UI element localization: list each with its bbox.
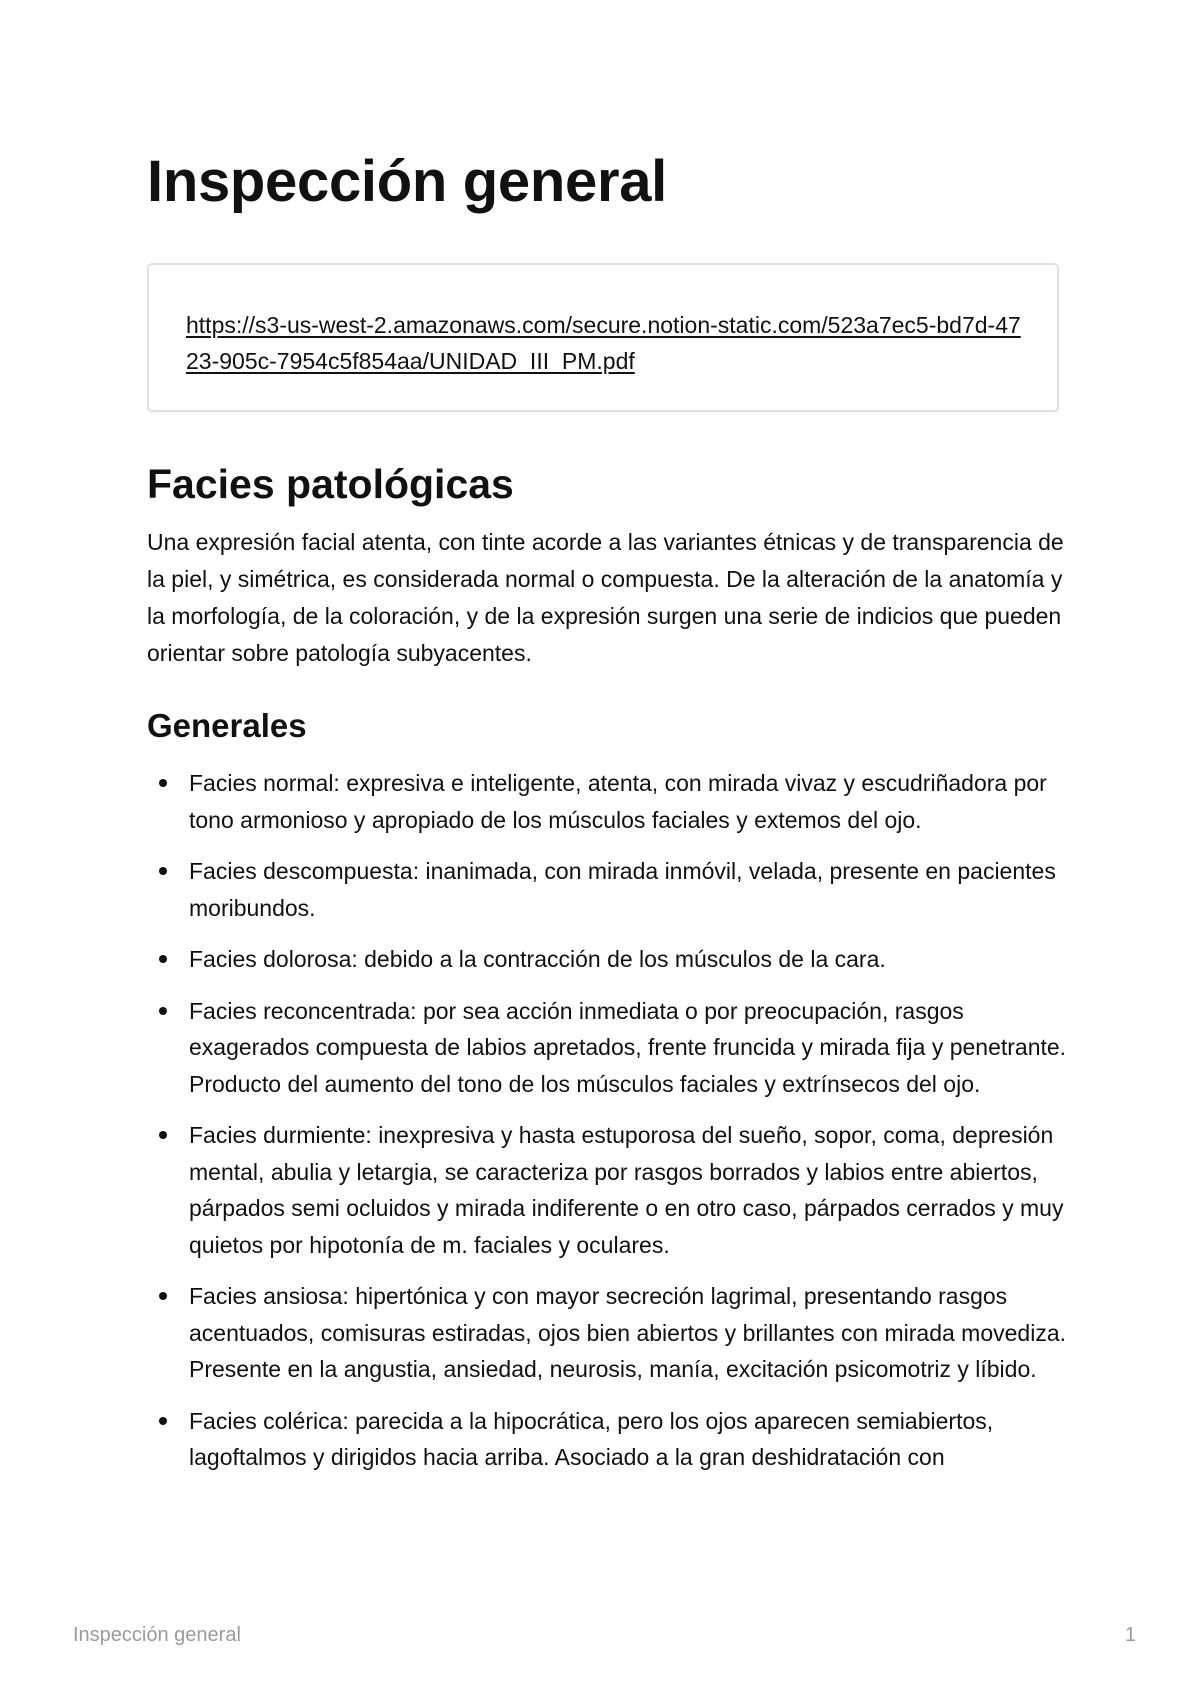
intro-paragraph: Una expresión facial atenta, con tinte acorde a las variantes étnicas y de transparencia de la piel, y simétrica, es considerada normal o compuesta. De la alteración de la anatomía y la morfología, de la coloración, y de la expresión surgen una serie de indicios que pueden orientar sobre patología subyacentes. [147,529,1064,666]
list-item-text: Facies normal: expresiva e inteligente, atenta, con mirada vivaz y escudriñadora por tono armonioso y apropiado de los músculos faciales y extemos del ojo. [189,770,1047,833]
bullet-icon [159,1007,167,1015]
list-item-text: Facies durmiente: inexpresiva y hasta estuporosa del sueño, sopor, coma, depresión mental, abulia y letargia, se caracteriza por rasgos borrados y labios entre abiertos, párpados semi ocluidos y mirada indiferente o en otro caso, párpados cerrados y muy quietos por hipotonía de m. faciales y oculares. [189,1122,1064,1258]
list-item-text: Facies ansiosa: hipertónica y con mayor secreción lagrimal, presentando rasgos acentuados, comisuras estiradas, ojos bien abiertos y brillantes con mirada movediza. Presente en la angustia, ansiedad, neurosis, manía, excitación psicomotriz y líbido. [189,1283,1066,1382]
bullet-icon [159,1131,167,1139]
list-item-text: Facies descompuesta: inanimada, con mirada inmóvil, velada, presente en pacientes moribundos. [189,858,1056,921]
list-item [147,1278,1067,1388]
pdf-link[interactable]: https://s3-us-west-2.amazonaws.com/secure.notion-static.com/523a7ec5-bd7d-4723-905c-7954c5f854aa/UNIDAD_III_PM.pdf [186,312,1021,374]
list-item-text: Facies dolorosa: debido a la contracción de los músculos de la cara. [189,946,886,972]
list-item [147,941,1067,978]
subsection-heading: Generales [147,707,307,744]
bullet-icon [159,867,167,875]
footer-page-number: 1 [1124,1624,1136,1646]
bullet-icon [159,1292,167,1300]
page-title: Inspección general [147,149,667,214]
section-heading: Facies patológicas [147,461,514,507]
list-item [147,1403,1067,1476]
list-item [147,1117,1067,1263]
facies-list [147,765,1067,1491]
footer-title: Inspección general [73,1624,241,1646]
list-item-text: Facies reconcentrada: por sea acción inmediata o por preocupación, rasgos exagerados compuesta de labios apretados, frente fruncida y mirada fija y penetrante. Producto del aumento del tono de los músculos faciales y extrínsecos del ojo. [189,997,1067,1097]
list-item [147,993,1067,1103]
list-item [147,853,1067,926]
bullet-icon [159,1417,167,1425]
list-item [147,765,1067,838]
bullet-icon [159,955,167,963]
list-item-text: Facies colérica: parecida a la hipocrática, pero los ojos aparecen semiabiertos, lagoftalmos y dirigidos hacia arriba. Asociado a la gran deshidratación con [189,1407,994,1470]
embedded-link-card [147,263,1059,412]
bullet-icon [159,779,167,787]
